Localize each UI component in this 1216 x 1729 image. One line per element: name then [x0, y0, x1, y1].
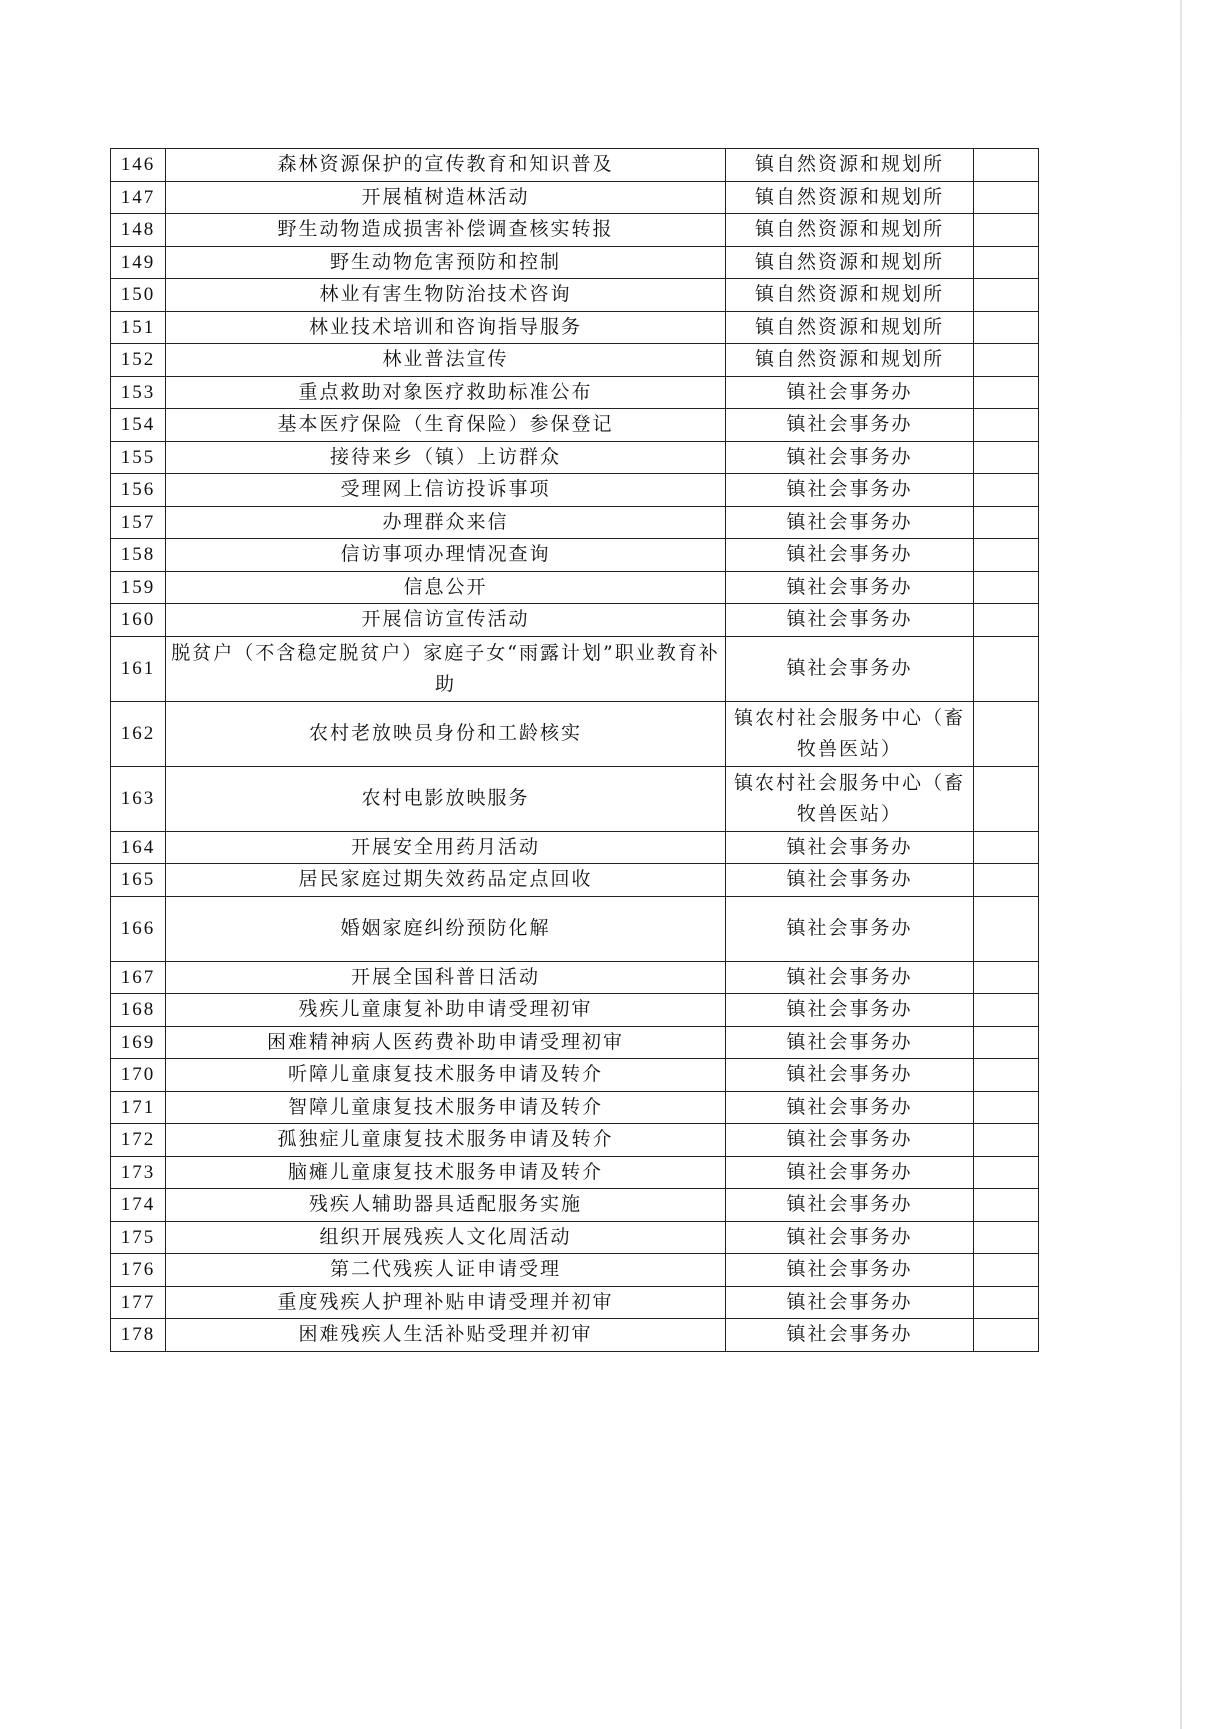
responsible-department: 镇社会事务办 — [726, 1026, 974, 1059]
responsible-department: 镇社会事务办 — [726, 474, 974, 507]
table-row — [111, 1091, 1039, 1124]
row-number: 169 — [111, 1026, 166, 1059]
remarks-cell — [974, 571, 1039, 604]
table-row — [111, 1059, 1039, 1092]
remarks-cell — [974, 1254, 1039, 1287]
row-number: 163 — [111, 766, 166, 831]
responsible-department: 镇社会事务办 — [726, 831, 974, 864]
table-row — [111, 604, 1039, 637]
remarks-cell — [974, 474, 1039, 507]
service-item: 野生动物危害预防和控制 — [166, 246, 726, 279]
service-item: 林业有害生物防治技术咨询 — [166, 279, 726, 312]
responsible-department: 镇社会事务办 — [726, 409, 974, 442]
responsible-department: 镇社会事务办 — [726, 896, 974, 961]
row-number: 176 — [111, 1254, 166, 1287]
table-row — [111, 636, 1039, 701]
table-row — [111, 701, 1039, 766]
responsible-department: 镇社会事务办 — [726, 376, 974, 409]
service-item: 受理网上信访投诉事项 — [166, 474, 726, 507]
row-number: 152 — [111, 344, 166, 377]
row-number: 162 — [111, 701, 166, 766]
row-number: 177 — [111, 1286, 166, 1319]
remarks-cell — [974, 214, 1039, 247]
row-number: 170 — [111, 1059, 166, 1092]
table-row — [111, 344, 1039, 377]
row-number: 150 — [111, 279, 166, 312]
responsible-department: 镇社会事务办 — [726, 1189, 974, 1222]
remarks-cell — [974, 896, 1039, 961]
remarks-cell — [974, 1059, 1039, 1092]
service-item: 残疾人辅助器具适配服务实施 — [166, 1189, 726, 1222]
service-item: 基本医疗保险（生育保险）参保登记 — [166, 409, 726, 442]
row-number: 172 — [111, 1124, 166, 1157]
row-number: 167 — [111, 961, 166, 994]
responsible-department: 镇自然资源和规划所 — [726, 149, 974, 182]
remarks-cell — [974, 506, 1039, 539]
responsible-department: 镇自然资源和规划所 — [726, 311, 974, 344]
service-item: 脑瘫儿童康复技术服务申请及转介 — [166, 1156, 726, 1189]
table-row — [111, 474, 1039, 507]
remarks-cell — [974, 1124, 1039, 1157]
table-row — [111, 246, 1039, 279]
table-row — [111, 864, 1039, 897]
responsible-department: 镇自然资源和规划所 — [726, 214, 974, 247]
service-item: 林业技术培训和咨询指导服务 — [166, 311, 726, 344]
responsible-department: 镇自然资源和规划所 — [726, 181, 974, 214]
remarks-cell — [974, 994, 1039, 1027]
table-row — [111, 181, 1039, 214]
remarks-cell — [974, 604, 1039, 637]
responsible-department: 镇社会事务办 — [726, 1221, 974, 1254]
table-row — [111, 1156, 1039, 1189]
responsible-department: 镇农村社会服务中心（畜牧兽医站） — [726, 701, 974, 766]
responsible-department: 镇自然资源和规划所 — [726, 279, 974, 312]
row-number: 161 — [111, 636, 166, 701]
table-row — [111, 1026, 1039, 1059]
service-list-table — [110, 148, 1039, 1352]
table-row — [111, 896, 1039, 961]
service-item: 野生动物造成损害补偿调查核实转报 — [166, 214, 726, 247]
remarks-cell — [974, 701, 1039, 766]
table-row — [111, 571, 1039, 604]
service-item: 开展全国科普日活动 — [166, 961, 726, 994]
responsible-department: 镇社会事务办 — [726, 1319, 974, 1352]
remarks-cell — [974, 831, 1039, 864]
table-row — [111, 539, 1039, 572]
service-item: 办理群众来信 — [166, 506, 726, 539]
service-item: 困难残疾人生活补贴受理并初审 — [166, 1319, 726, 1352]
responsible-department: 镇社会事务办 — [726, 1124, 974, 1157]
table-row — [111, 1189, 1039, 1222]
service-item: 重度残疾人护理补贴申请受理并初审 — [166, 1286, 726, 1319]
remarks-cell — [974, 1189, 1039, 1222]
responsible-department: 镇社会事务办 — [726, 571, 974, 604]
table-row — [111, 409, 1039, 442]
row-number: 168 — [111, 994, 166, 1027]
row-number: 153 — [111, 376, 166, 409]
responsible-department: 镇社会事务办 — [726, 1091, 974, 1124]
row-number: 151 — [111, 311, 166, 344]
row-number: 147 — [111, 181, 166, 214]
table-row — [111, 994, 1039, 1027]
service-item: 森林资源保护的宣传教育和知识普及 — [166, 149, 726, 182]
row-number: 164 — [111, 831, 166, 864]
service-item: 重点救助对象医疗救助标准公布 — [166, 376, 726, 409]
remarks-cell — [974, 279, 1039, 312]
service-item: 脱贫户（不含稳定脱贫户）家庭子女“雨露计划”职业教育补助 — [166, 636, 726, 701]
row-number: 158 — [111, 539, 166, 572]
table-row — [111, 376, 1039, 409]
row-number: 173 — [111, 1156, 166, 1189]
service-item: 居民家庭过期失效药品定点回收 — [166, 864, 726, 897]
service-item: 接待来乡（镇）上访群众 — [166, 441, 726, 474]
remarks-cell — [974, 766, 1039, 831]
row-number: 171 — [111, 1091, 166, 1124]
responsible-department: 镇社会事务办 — [726, 994, 974, 1027]
remarks-cell — [974, 149, 1039, 182]
row-number: 148 — [111, 214, 166, 247]
row-number: 165 — [111, 864, 166, 897]
service-item: 农村电影放映服务 — [166, 766, 726, 831]
row-number: 159 — [111, 571, 166, 604]
table-row — [111, 1254, 1039, 1287]
row-number: 155 — [111, 441, 166, 474]
responsible-department: 镇社会事务办 — [726, 539, 974, 572]
table-row — [111, 311, 1039, 344]
remarks-cell — [974, 246, 1039, 279]
responsible-department: 镇社会事务办 — [726, 1286, 974, 1319]
service-item: 婚姻家庭纠纷预防化解 — [166, 896, 726, 961]
service-item: 孤独症儿童康复技术服务申请及转介 — [166, 1124, 726, 1157]
row-number: 166 — [111, 896, 166, 961]
responsible-department: 镇自然资源和规划所 — [726, 344, 974, 377]
responsible-department: 镇社会事务办 — [726, 506, 974, 539]
row-number: 175 — [111, 1221, 166, 1254]
service-item: 困难精神病人医药费补助申请受理初审 — [166, 1026, 726, 1059]
row-number: 156 — [111, 474, 166, 507]
remarks-cell — [974, 1286, 1039, 1319]
remarks-cell — [974, 1221, 1039, 1254]
service-item: 开展安全用药月活动 — [166, 831, 726, 864]
table-row — [111, 766, 1039, 831]
table-row — [111, 441, 1039, 474]
remarks-cell — [974, 1026, 1039, 1059]
row-number: 157 — [111, 506, 166, 539]
responsible-department: 镇社会事务办 — [726, 604, 974, 637]
service-item: 信访事项办理情况查询 — [166, 539, 726, 572]
service-item: 组织开展残疾人文化周活动 — [166, 1221, 726, 1254]
responsible-department: 镇社会事务办 — [726, 636, 974, 701]
service-item: 农村老放映员身份和工龄核实 — [166, 701, 726, 766]
table-row — [111, 1124, 1039, 1157]
responsible-department: 镇社会事务办 — [726, 441, 974, 474]
remarks-cell — [974, 376, 1039, 409]
service-item: 信息公开 — [166, 571, 726, 604]
remarks-cell — [974, 864, 1039, 897]
table-row — [111, 961, 1039, 994]
table-row — [111, 214, 1039, 247]
responsible-department: 镇社会事务办 — [726, 961, 974, 994]
remarks-cell — [974, 1091, 1039, 1124]
responsible-department: 镇社会事务办 — [726, 1156, 974, 1189]
row-number: 160 — [111, 604, 166, 637]
service-item: 残疾儿童康复补助申请受理初审 — [166, 994, 726, 1027]
remarks-cell — [974, 1156, 1039, 1189]
remarks-cell — [974, 961, 1039, 994]
remarks-cell — [974, 311, 1039, 344]
service-item: 智障儿童康复技术服务申请及转介 — [166, 1091, 726, 1124]
responsible-department: 镇社会事务办 — [726, 1254, 974, 1287]
table-row — [111, 149, 1039, 182]
remarks-cell — [974, 181, 1039, 214]
service-item: 开展信访宣传活动 — [166, 604, 726, 637]
row-number: 146 — [111, 149, 166, 182]
service-item: 林业普法宣传 — [166, 344, 726, 377]
remarks-cell — [974, 344, 1039, 377]
row-number: 174 — [111, 1189, 166, 1222]
table-row — [111, 1221, 1039, 1254]
row-number: 178 — [111, 1319, 166, 1352]
table-row — [111, 506, 1039, 539]
remarks-cell — [974, 636, 1039, 701]
table-row — [111, 279, 1039, 312]
scan-edge-shadow — [1180, 0, 1182, 1729]
responsible-department: 镇自然资源和规划所 — [726, 246, 974, 279]
table-row — [111, 831, 1039, 864]
remarks-cell — [974, 1319, 1039, 1352]
row-number: 149 — [111, 246, 166, 279]
service-item: 开展植树造林活动 — [166, 181, 726, 214]
responsible-department: 镇农村社会服务中心（畜牧兽医站） — [726, 766, 974, 831]
remarks-cell — [974, 409, 1039, 442]
remarks-cell — [974, 441, 1039, 474]
service-item: 听障儿童康复技术服务申请及转介 — [166, 1059, 726, 1092]
table-row — [111, 1319, 1039, 1352]
row-number: 154 — [111, 409, 166, 442]
responsible-department: 镇社会事务办 — [726, 1059, 974, 1092]
remarks-cell — [974, 539, 1039, 572]
service-item: 第二代残疾人证申请受理 — [166, 1254, 726, 1287]
table-row — [111, 1286, 1039, 1319]
responsible-department: 镇社会事务办 — [726, 864, 974, 897]
